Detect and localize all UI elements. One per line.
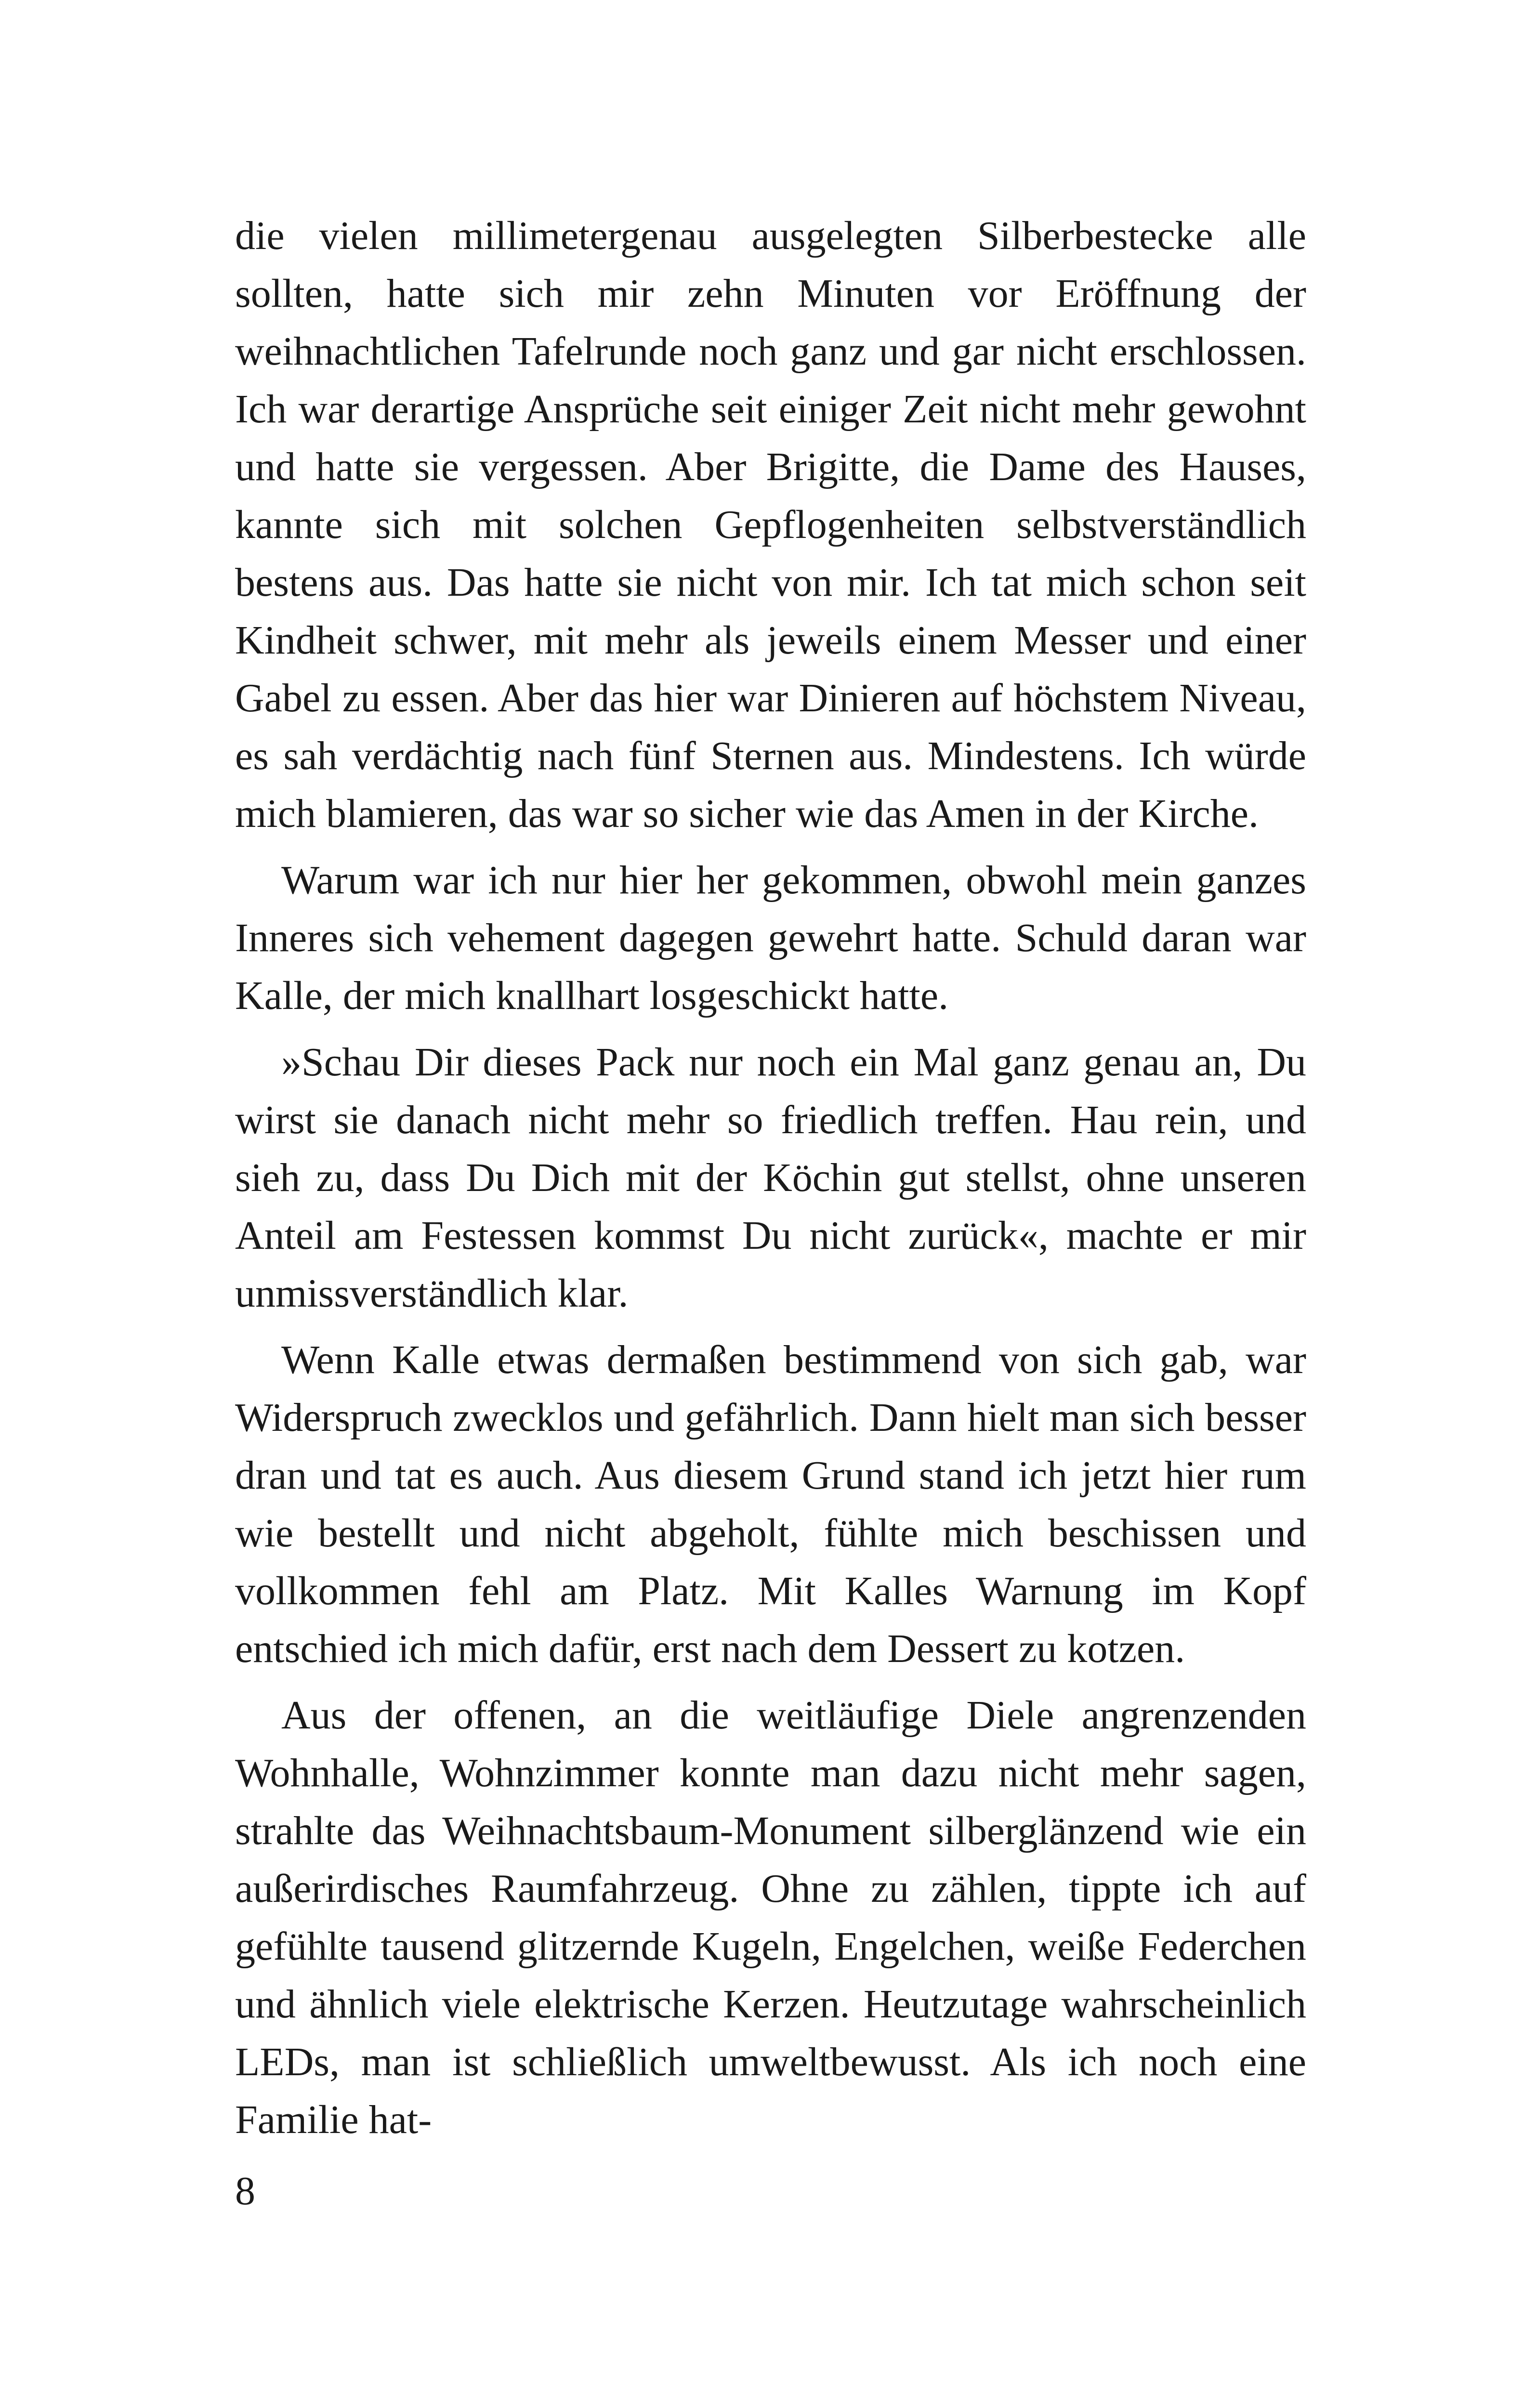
body-text bbox=[235, 207, 1306, 2158]
paragraph-1: die vielen millimetergenau ausgelegten Silberbestecke alle sollten, hatte sich mir zehn Minuten vor Eröffnung der weihnachtlichen Tafelrunde noch ganz und gar nicht erschlossen. Ich war derartige Ansprüche seit einiger Zeit nicht mehr gewohnt und hatte sie vergessen. Aber Brigitte, die Dame des Hauses, kannte sich mit solchen Gepflogenheiten selbstverständlich bestens aus. Das hatte sie nicht von mir. Ich tat mich schon seit Kindheit schwer, mit mehr als jeweils einem Messer und einer Gabel zu essen. Aber das hier war Dinieren auf höchstem Niveau, es sah verdächtig nach fünf Sternen aus. Mindestens. Ich würde mich blamieren, das war so sicher wie das Amen in der Kirche. bbox=[235, 213, 1306, 836]
paragraph-2: Warum war ich nur hier her gekommen, obwohl mein ganzes Inneres sich vehement dagegen gewehrt hatte. Schuld daran war Kalle, der mich knallhart losgeschickt hatte. bbox=[235, 858, 1306, 1018]
paragraph-4: Wenn Kalle etwas dermaßen bestimmend von sich gab, war Widerspruch zwecklos und gefährlich. Dann hielt man sich besser dran und tat es auch. Aus diesem Grund stand ich jetzt hier rum wie bestellt und nicht abgeholt, fühlte mich beschissen und vollkommen fehl am Platz. Mit Kalles Warnung im Kopf entschied ich mich dafür, erst nach dem Dessert zu kotzen. bbox=[235, 1337, 1306, 1671]
paragraph-3: »Schau Dir dieses Pack nur noch ein Mal ganz genau an, Du wirst sie danach nicht mehr so friedlich treffen. Hau rein, und sieh zu, dass Du Dich mit der Köchin gut stellst, ohne unseren Anteil am Festessen kommst Du nicht zurück«, machte er mir unmissverständlich klar. bbox=[235, 1040, 1306, 1316]
page-number: 8 bbox=[235, 2169, 255, 2213]
paragraph-5: Aus der offenen, an die weitläufige Diele angrenzenden Wohnhalle, Wohnzimmer konnte man dazu nicht mehr sagen, strahlte das Weihnachtsbaum-Monument silberglänzend wie ein außerirdisches Raumfahrzeug. Ohne zu zählen, tippte ich auf gefühlte tausend glitzernde Kugeln, Engelchen, weiße Federchen und ähnlich viele elektrische Kerzen. Heutzutage wahrscheinlich LEDs, man ist schließlich umweltbewusst. Als ich noch eine Familie hat- bbox=[235, 1693, 1306, 2142]
